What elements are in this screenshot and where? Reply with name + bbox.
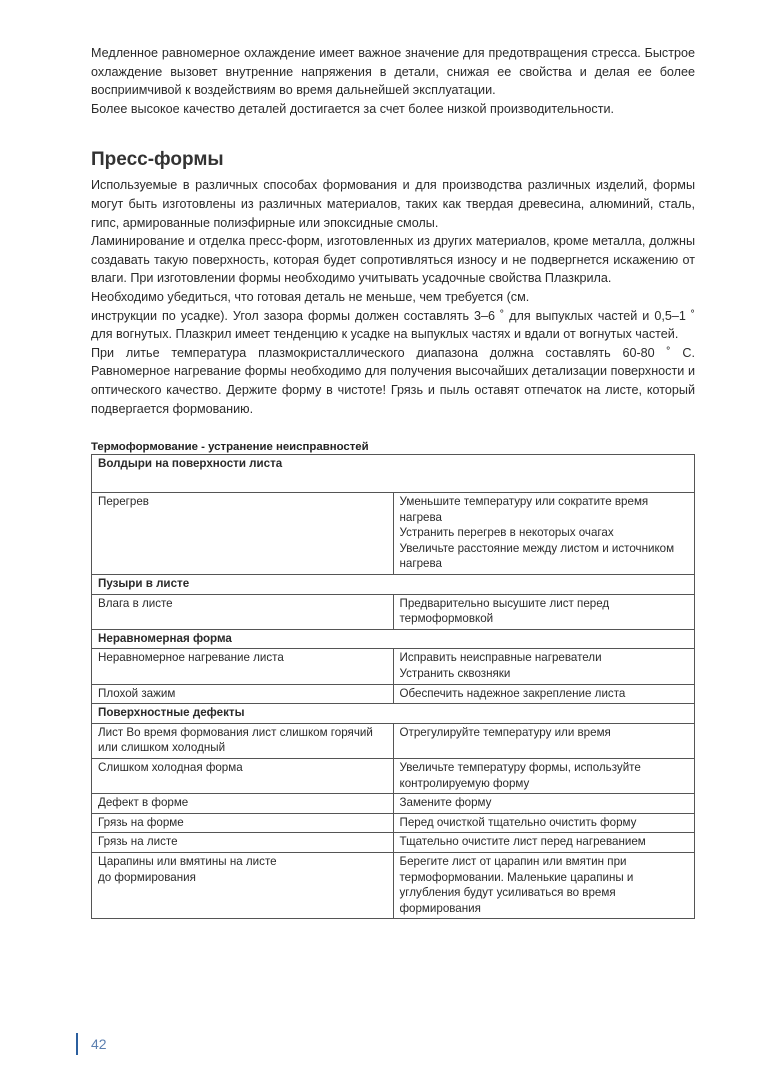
table-cell-line: Грязь на листе	[98, 835, 178, 849]
table-cell-problem	[92, 813, 394, 833]
table-cell-line: Предварительно высушите лист перед термоформовкой	[399, 596, 610, 626]
troubleshooting-table	[91, 454, 695, 919]
table-cell-line: Грязь на форме	[98, 815, 184, 829]
table-cell-line: Перед очисткой тщательно очистить форму	[399, 815, 637, 829]
table-cell-solution	[393, 794, 695, 814]
table-cell-solution	[393, 649, 695, 684]
table-cell-line: Берегите лист от царапин или вмятин при термоформовании. Маленькие царапины и углубления будут усиливаться во время формирования	[399, 854, 634, 915]
table-cell-problem	[92, 852, 394, 918]
table-cell-line: Обеспечить надежное закрепление листа	[399, 686, 626, 700]
table-cell-solution	[393, 852, 695, 918]
table-group-heading: Пузыри в листе	[92, 575, 695, 595]
section-paragraph-3a: Необходимо убедиться, что готовая деталь не меньше, чем требуется (см.	[91, 289, 530, 304]
table-row	[92, 852, 695, 918]
table-cell-solution	[393, 594, 695, 629]
table-group-heading-row	[92, 629, 695, 649]
page-content	[91, 44, 695, 919]
section-paragraph-3b: инструкции по усадке). Угол зазора формы должен составлять 3–6 ˚ для выпуклых частей и 0,5–1 ˚ для вогнутых. Плазкрил имеет тенденцию к усадке на выпуклых частях и вдали от вогнутых частей.	[91, 308, 695, 342]
table-cell-line: Слишком холодная форма	[98, 761, 243, 774]
table-cell-line: Влага в листе	[98, 596, 173, 610]
troubleshooting-table-body	[92, 455, 695, 919]
table-cell-problem	[92, 723, 394, 758]
table-cell-solution	[393, 759, 695, 794]
page-number: 42	[91, 1036, 107, 1052]
table-cell-line: Дефект в форме	[98, 796, 189, 810]
table-cell-line: Перегрев	[98, 495, 149, 509]
table-group-heading: Поверхностные дефекты	[92, 704, 695, 724]
table-cell-line: Устранить сквозняки	[399, 667, 511, 681]
table-cell-line: Уменьшите температуру или сократите время нагрева	[399, 495, 649, 524]
section-paragraph-4: При литье температура плазмокристаллического диапазона должна составлять 60-80 ˚ С. Равномерное нагревание формы необходимо для получения высочайших детализации поверхности и оптического качество. Держите форму в чистоте! Грязь и пыль оставят отпечаток на листе, который подвергается формованию.	[91, 345, 695, 416]
table-cell-line: Увеличьте температуру формы, используйте контролируемую форму	[399, 761, 641, 790]
table-row	[92, 794, 695, 814]
table-cell-line: Плохой зажим	[98, 686, 176, 700]
footer-accent-bar	[76, 1033, 78, 1055]
table-cell-line: Устранить перегрев в некоторых очагах	[399, 526, 614, 540]
table-cell-problem	[92, 684, 394, 704]
table-row	[92, 833, 695, 853]
table-cell-line: Лист Во время формования лист слишком горячий или слишком холодный	[98, 725, 373, 755]
table-cell-line: Увеличьте расстояние между листом и источником нагрева	[399, 541, 675, 571]
table-row	[92, 649, 695, 684]
table-cell-problem	[92, 759, 394, 794]
page-footer	[76, 1033, 107, 1055]
table-cell-solution	[393, 684, 695, 704]
table-cell-line: Тщательно очистите лист перед нагреванием	[399, 835, 646, 849]
table-cell-problem	[92, 493, 394, 575]
table-group-heading-row	[92, 575, 695, 595]
table-row	[92, 723, 695, 758]
table-cell-solution	[393, 493, 695, 575]
table-cell-line: до формирования	[98, 870, 196, 884]
table-row	[92, 813, 695, 833]
table-cell-line: Неравномерное нагревание листа	[98, 651, 284, 665]
section-title: Пресс-формы	[91, 149, 224, 171]
table-cell-solution	[393, 813, 695, 833]
table-group-heading-row	[92, 455, 695, 493]
table-cell-problem	[92, 794, 394, 814]
table-cell-problem	[92, 649, 394, 684]
section-paragraph-2: Ламинирование и отделка пресс-форм, изготовленных из других материалов, кроме металла, должны создавать такую поверхность, которая будет сопротивляться износу и не подвергнется искажению от влаги. При изготовлении формы необходимо учитывать усадочные свойства Плазкрила.	[91, 234, 695, 286]
table-group-heading: Волдыри на поверхности листа	[92, 455, 695, 493]
section-paragraph-1: Используемые в различных способах формования и для производства различных изделий, формы могут быть изготовлены из различных материалов, таких как твердая древесина, алюминий, сталь, гипс, армированные полиэфирные или эпоксидные смолы.	[91, 178, 695, 230]
intro-paragraph-1: Медленное равномерное охлаждение имеет важное значение для предотвращения стресса. Быстрое охлаждение вызовет внутренние напряжения в детали, снижая ее свойства и делая ее более восприимчивой к воздействиям во время дальнейшей эксплуатации.	[91, 46, 695, 98]
table-title: Термоформование - устранение неисправностей	[91, 441, 369, 454]
table-cell-solution	[393, 723, 695, 758]
table-group-heading: Неравномерная форма	[92, 629, 695, 649]
intro-paragraph-2: Более высокое качество деталей достигается за счет более низкой производительности.	[91, 101, 615, 116]
table-cell-line: Замените форму	[399, 796, 492, 810]
table-cell-problem	[92, 594, 394, 629]
table-cell-line: Исправить неисправные нагреватели	[399, 651, 602, 665]
table-cell-line: Царапины или вмятины на листе	[98, 854, 277, 868]
table-row	[92, 684, 695, 704]
table-cell-problem	[92, 833, 394, 853]
table-row	[92, 493, 695, 575]
table-row	[92, 759, 695, 794]
table-cell-solution	[393, 833, 695, 853]
table-group-heading-row	[92, 704, 695, 724]
table-cell-line: Отрегулируйте температуру или время	[399, 725, 611, 739]
table-row	[92, 594, 695, 629]
